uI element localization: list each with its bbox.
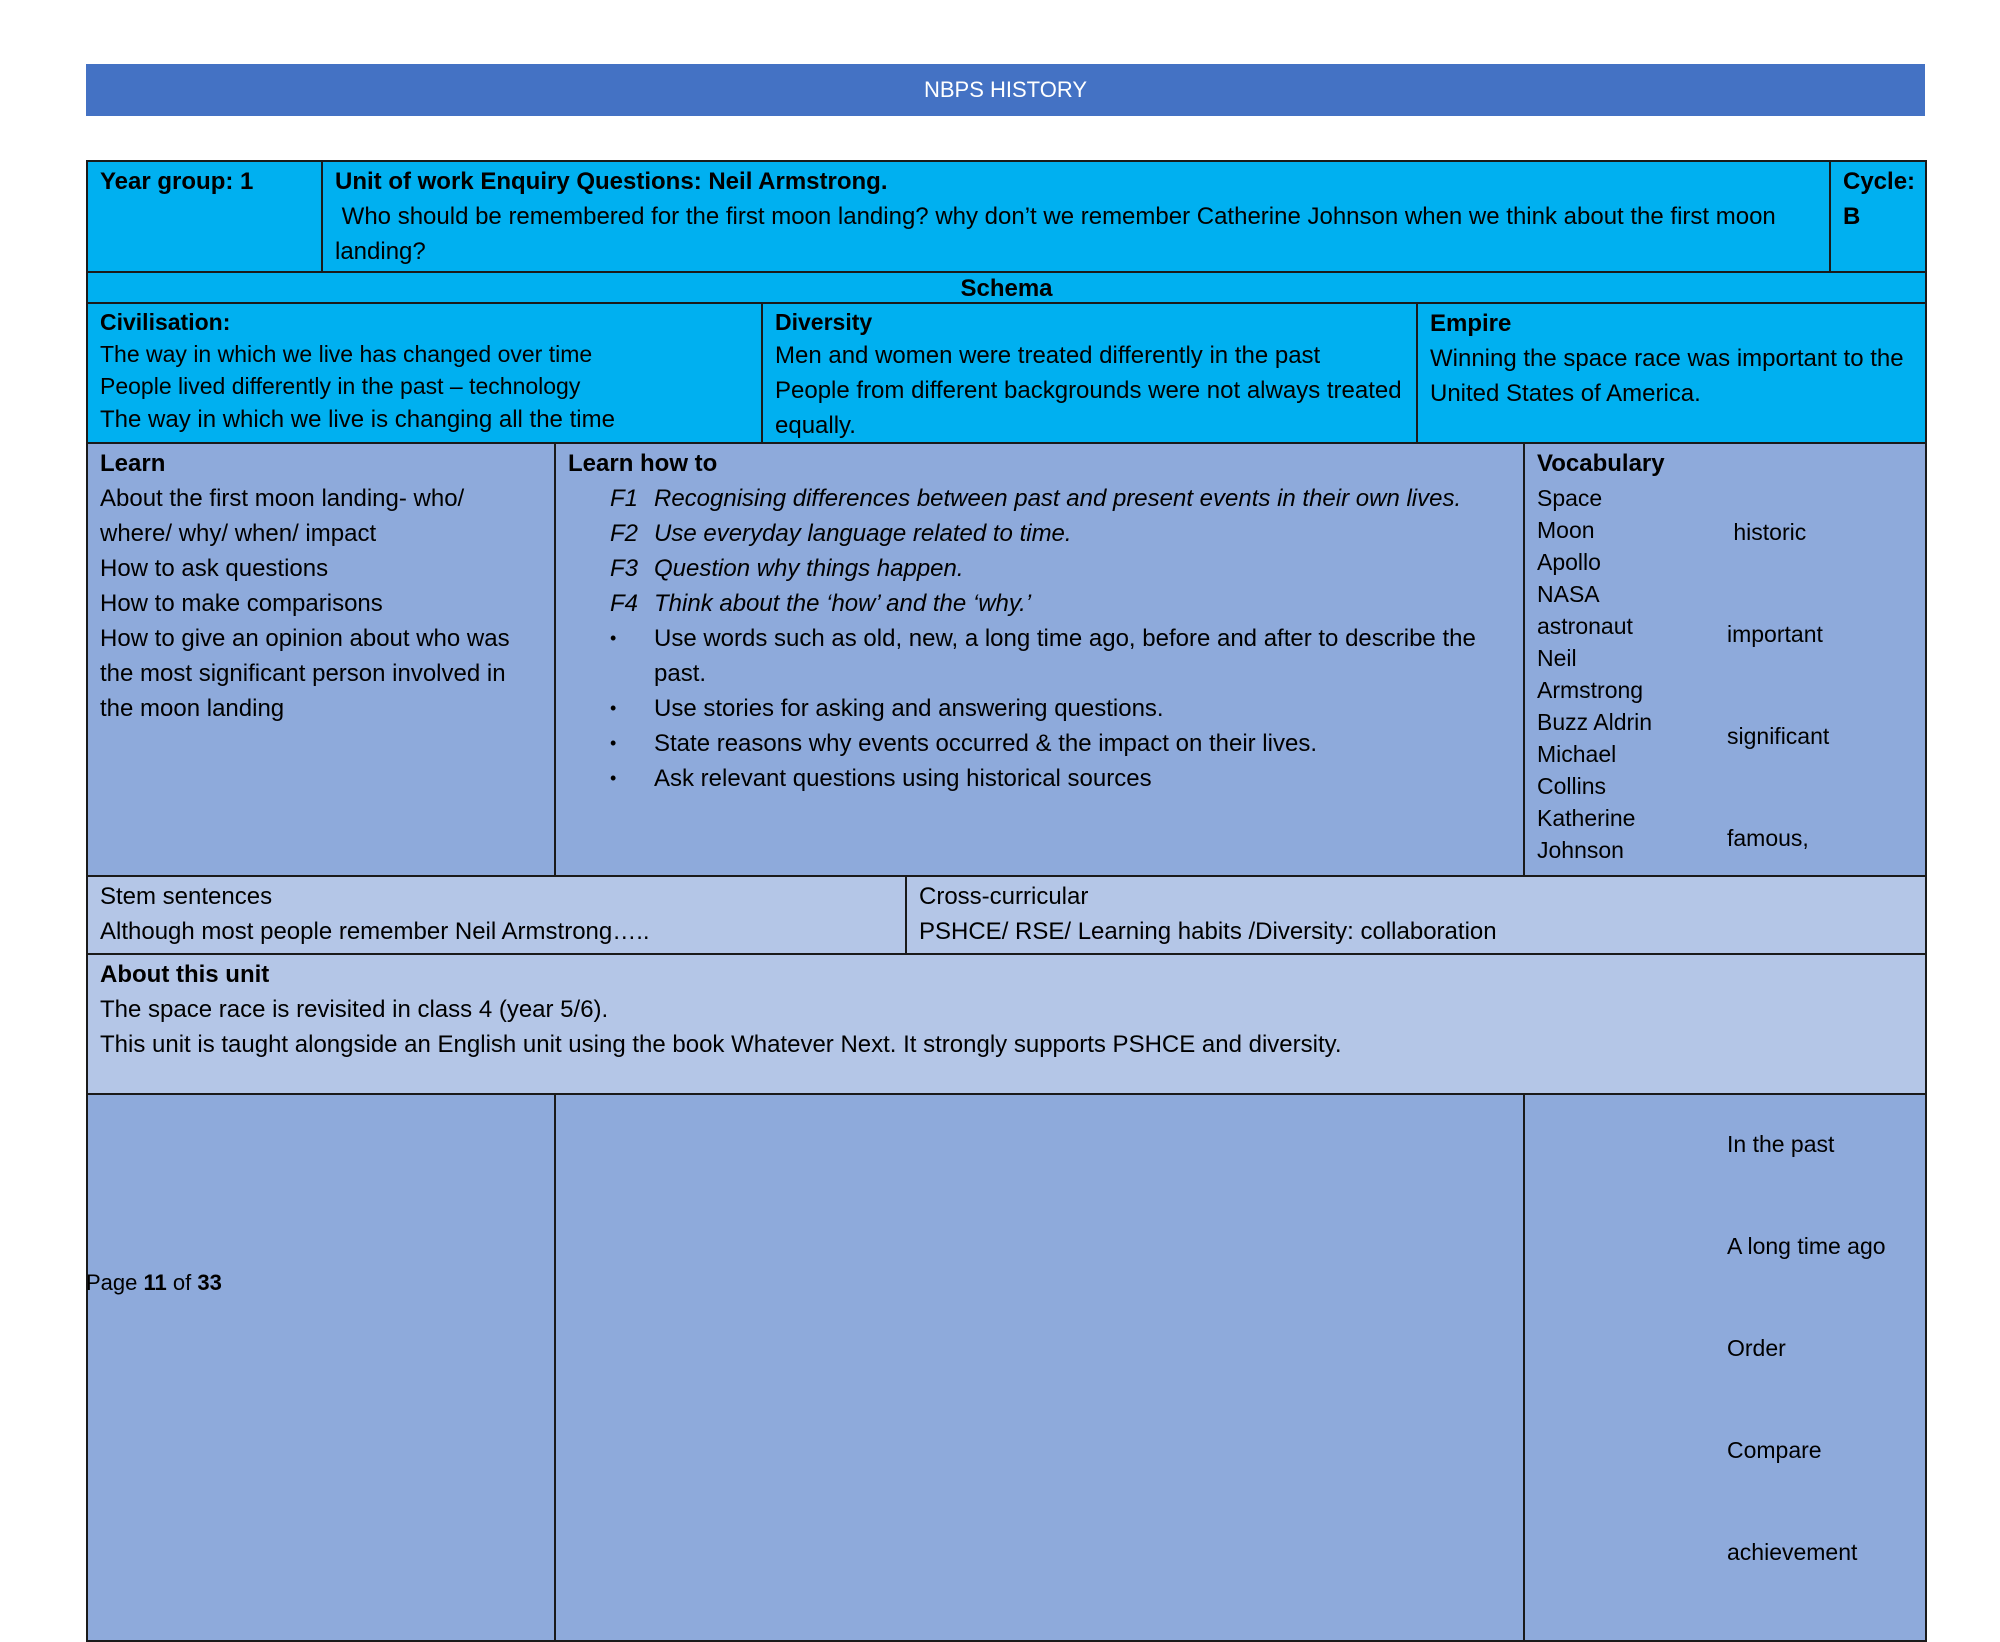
of-word: of [172,1270,192,1295]
vocabulary-heading: Vocabulary [1537,450,1665,477]
vocab-word: A long time ago [1727,1233,1886,1259]
point-text: Think about the ‘how’ and the ‘why.’ [654,590,1032,617]
vocab-word: Collins [1537,773,1607,799]
vocab-word: Michael [1537,741,1617,767]
learn-item: About the first moon landing- who/ where/ why/ when/ impact [100,485,465,547]
year-group: Year group: 1 [100,168,254,195]
empire-line: Winning the space race was important to the United States of America. [1430,345,1904,407]
stem-text: Although most people remember Neil Armstrong….. [100,918,650,945]
empire-heading: Empire [1430,310,1512,337]
bullet-icon: • [610,628,617,648]
learn-how-bullet [568,691,1511,726]
learn-how-point [568,481,1511,516]
learn-how-bullet [568,726,1511,761]
empire-cell [1417,303,1926,446]
unit-question: Who should be remembered for the first moon landing? why don’t we remember Catherine Johnson when we think about the first moon landing? [335,203,1783,265]
point-number: F3 [610,555,639,582]
bullet-icon: • [610,733,617,753]
learn-item: How to give an opinion about who was the most significant person involved in the moon landing [100,625,510,722]
vocab-word: Moon [1537,517,1595,543]
vocab-word: NASA [1537,581,1600,607]
learn-how-point [568,586,1511,621]
vocab-word: Johnson [1537,837,1624,863]
cycle-cell [1830,161,1926,272]
vocab-word: Order [1727,1335,1786,1361]
point-number: F4 [610,590,639,617]
vocab-word: In the past [1727,1131,1835,1157]
bullet-text: Ask relevant questions using historical sources [654,765,1152,792]
learn-heading: Learn [100,450,166,477]
learn-how-bullet [568,621,1511,691]
vocab-word: Apollo [1537,549,1601,575]
diversity-line: Men and women were treated differently in the past [775,342,1321,369]
learn-item: How to ask questions [100,555,329,582]
vocab-word: famous, [1727,825,1809,851]
point-number: F1 [610,485,639,512]
vocab-word: Neil [1537,645,1577,671]
cycle-value: B [1843,203,1861,230]
page-word: Page [86,1270,138,1295]
about-heading: About this unit [100,961,270,988]
vocab-word: important [1727,621,1823,647]
about-line: This unit is taught alongside an English unit using the book Whatever Next. It strongly supports PSHCE and diversity. [100,1031,1342,1058]
civilisation-heading: Civilisation: [100,309,231,335]
point-number: F2 [610,520,639,547]
vocab-word: astronaut [1537,613,1633,639]
page-footer [86,1270,222,1296]
learn-how-point [568,551,1511,586]
about-table [86,953,1927,1095]
unit-info-table [86,160,1927,309]
page-number: 11 [143,1270,167,1295]
civilisation-line: The way in which we live has changed over time [100,341,593,367]
vocab-word: significant [1727,723,1830,749]
cycle-label: Cycle: [1843,168,1916,195]
vocab-word: Armstrong [1537,677,1644,703]
learn-how-bullets [568,621,1511,796]
diversity-line: People from different backgrounds were not always treated equally. [775,377,1402,439]
year-group-cell [87,161,322,272]
diversity-heading: Diversity [775,309,873,335]
unit-cell [322,161,1830,272]
vocab-word: Katherine [1537,805,1636,831]
point-text: Use everyday language related to time. [654,520,1072,547]
bullet-icon: • [610,768,617,788]
bullet-text: Use stories for asking and answering questions. [654,695,1164,722]
bullet-text: Use words such as old, new, a long time ago, before and after to describe the past. [654,625,1476,687]
about-cell [87,954,1926,1094]
schema-table [86,302,1927,447]
header-title: NBPS HISTORY [923,77,1087,102]
civilisation-line: People lived differently in the past – technology [100,373,581,399]
schema-title: Schema [960,275,1053,302]
civilisation-line: The way in which we live is changing all the time [100,406,615,433]
stem-heading: Stem sentences [100,883,273,910]
civilisation-cell [87,303,762,446]
vocab-word: historic [1727,519,1807,545]
bullet-text: State reasons why events occurred & the impact on their lives. [654,730,1317,757]
point-text: Recognising differences between past and present events in their own lives. [654,485,1462,512]
vocab-word: achievement [1727,1539,1858,1565]
cross-cell [906,876,1926,954]
stem-cell [87,876,906,954]
diversity-cell [762,303,1417,446]
page-total: 33 [197,1270,222,1295]
learn-how-points [568,481,1511,621]
stem-table [86,875,1927,955]
learn-item: How to make comparisons [100,590,383,617]
unit-title: Unit of work Enquiry Questions: Neil Armstrong. [335,168,888,195]
point-text: Question why things happen. [654,555,964,582]
learn-how-heading: Learn how to [568,450,718,477]
vocab-word: Compare [1727,1437,1822,1463]
vocab-word: Space [1537,485,1603,511]
cross-text: PSHCE/ RSE/ Learning habits /Diversity: collaboration [919,918,1497,945]
about-line: The space race is revisited in class 4 (year 5/6). [100,996,609,1023]
learn-how-bullet [568,761,1511,796]
document-header [86,64,1925,116]
cross-heading: Cross-curricular [919,883,1089,910]
vocab-word: Buzz Aldrin [1537,709,1653,735]
bullet-icon: • [610,698,617,718]
learn-how-point [568,516,1511,551]
